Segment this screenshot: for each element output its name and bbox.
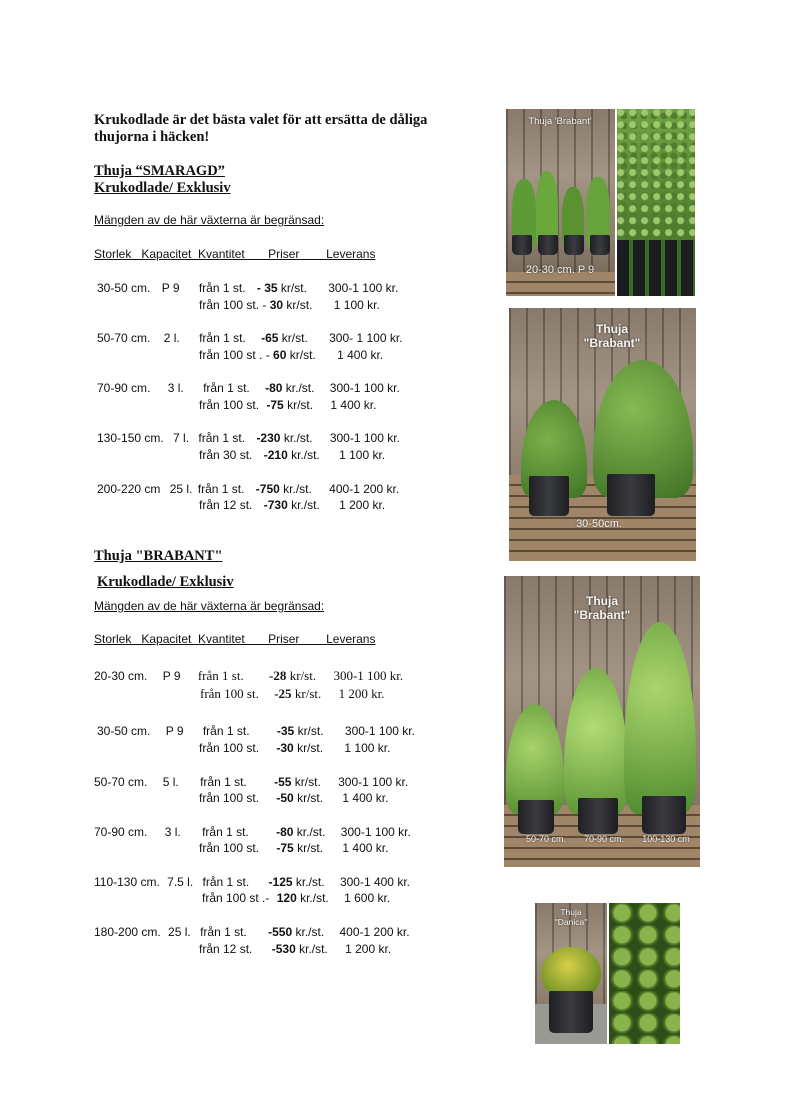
unit-cell: kr./st. — [300, 891, 329, 905]
brabant-title: Thuja "BRABANT" — [94, 548, 223, 564]
price-cell: -730 — [263, 498, 288, 512]
size-cell: 50-70 cm. — [94, 775, 148, 789]
label-line: Thuja — [586, 594, 618, 608]
brabant-subtitle: Krukodlade/ Exklusiv — [97, 574, 234, 590]
photo-size-label: 30-50cm. — [576, 518, 622, 530]
capacity-cell: 25 l. — [168, 925, 191, 939]
price-cell: -550 — [268, 925, 293, 939]
price-cell: -30 — [276, 741, 294, 755]
quantity-cell: från 100 st. — [199, 791, 260, 805]
photo-hedge-rows — [617, 109, 695, 296]
photo-brabant-three-sizes — [504, 576, 700, 867]
delivery-cell: 1 400 kr. — [342, 841, 389, 855]
table-row — [199, 297, 380, 314]
label-line: "Brabant" — [583, 336, 641, 350]
price-cell: -75 — [276, 841, 294, 855]
table-row — [94, 874, 410, 891]
quantity-cell: från 1 st. — [197, 668, 244, 683]
quantity-cell: från 12 st. — [199, 498, 253, 512]
quantity-cell: från 1 st. — [200, 775, 247, 789]
capacity-cell: 7 l. — [173, 431, 190, 445]
price-cell: -28 — [269, 668, 287, 683]
capacity-cell: P 9 — [162, 669, 181, 683]
photo-label — [541, 907, 601, 927]
quantity-cell: från 1 st. — [198, 281, 246, 295]
table-row — [199, 497, 385, 514]
price-cell: - 35 — [256, 281, 278, 295]
delivery-cell: 1 200 kr. — [339, 498, 386, 512]
delivery-cell: 1 100 kr. — [339, 448, 386, 462]
price-cell: -750 — [255, 482, 280, 496]
price-cell: -80 — [265, 381, 283, 395]
table-row — [199, 790, 388, 807]
unit-cell: kr/st. — [297, 841, 324, 855]
delivery-cell: 300-1 100 kr. — [344, 724, 415, 738]
table-row — [94, 774, 408, 791]
capacity-cell: 7.5 l. — [167, 875, 194, 889]
photo-size-label: 70-90 cm. — [583, 834, 625, 844]
delivery-cell: 400-1 200 kr. — [329, 482, 400, 496]
capacity-cell: 3 l. — [164, 825, 181, 839]
unit-cell: kr/st. — [297, 724, 324, 738]
size-cell: 30-50 cm. — [97, 724, 151, 738]
quantity-cell: från 100 st .- — [202, 891, 270, 905]
delivery-cell: 1 200 kr. — [338, 686, 385, 701]
delivery-cell: 1 400 kr. — [337, 348, 384, 362]
price-cell: -530 — [271, 942, 296, 956]
unit-cell: kr./st. — [291, 448, 320, 462]
table-row — [97, 330, 403, 347]
delivery-cell: 1 600 kr. — [344, 891, 391, 905]
photo-label — [554, 594, 650, 622]
label-line: Thuja — [596, 322, 628, 336]
quantity-cell: från 1 st. — [198, 431, 246, 445]
quantity-cell: från 30 st. — [199, 448, 253, 462]
size-cell: 20-30 cm. — [94, 669, 148, 683]
smaragd-subtitle: Krukodlade/ Exklusiv — [94, 180, 231, 196]
capacity-cell: P 9 — [161, 281, 180, 295]
table-row — [199, 447, 385, 464]
quantity-cell: från 1 st. — [197, 482, 245, 496]
price-cell: -35 — [276, 724, 295, 738]
unit-cell: kr/st. — [294, 686, 322, 701]
price-cell: 30 — [269, 298, 284, 312]
table-row — [199, 397, 376, 414]
photo-caption: Thuja 'Brabant' — [528, 116, 592, 127]
quantity-cell: från 1 st. — [202, 724, 250, 738]
delivery-cell: 300- 1 100 kr. — [329, 331, 403, 345]
unit-cell: kr./st. — [283, 431, 313, 445]
brabant-table-header: Storlek Kapacitet Kvantitet Priser Leverans — [94, 632, 376, 646]
price-cell: 60 — [273, 348, 287, 362]
capacity-cell: 5 l. — [162, 775, 179, 789]
label-line: "Danica" — [554, 917, 588, 927]
delivery-cell: 1 400 kr. — [342, 791, 389, 805]
label-line: Thuja — [560, 907, 582, 917]
table-row — [94, 667, 403, 685]
price-cell: -125 — [268, 875, 293, 889]
size-cell: 110-130 cm. — [94, 875, 160, 889]
capacity-cell: 2 l. — [163, 331, 180, 345]
quantity-cell: från 100 st . - — [199, 348, 270, 362]
quantity-cell: från 100 st. — [199, 841, 260, 855]
photo-danica-field — [609, 903, 680, 1044]
smaragd-notice: Mängden av de här växterna är begränsad: — [94, 213, 325, 227]
unit-cell: kr/st. — [281, 331, 308, 345]
quantity-cell: från 100 st. — [199, 741, 260, 755]
photo-brabant-small-pots — [506, 109, 615, 296]
quantity-cell: från 1 st. — [200, 925, 247, 939]
unit-cell: kr/st. — [297, 791, 324, 805]
table-row — [97, 481, 399, 498]
quantity-cell: från 100 st. - — [199, 298, 267, 312]
size-cell: 70-90 cm. — [94, 825, 148, 839]
quantity-cell: från 1 st. — [202, 875, 250, 889]
size-cell: 50-70 cm. — [97, 331, 151, 345]
unit-cell: kr./st. — [299, 942, 328, 956]
delivery-cell: 300-1 100 kr. — [333, 668, 404, 683]
unit-cell: kr./st. — [295, 925, 325, 939]
unit-cell: kr./st. — [295, 875, 325, 889]
price-cell: -80 — [276, 825, 294, 839]
unit-cell: kr./st. — [285, 381, 315, 395]
photo-brabant-medium — [509, 308, 696, 561]
size-cell: 70-90 cm. — [97, 381, 151, 395]
delivery-cell: 1 400 kr. — [330, 398, 377, 412]
delivery-cell: 300-1 100 kr. — [329, 431, 400, 445]
unit-cell: kr/st. — [280, 281, 307, 295]
intro-heading: Krukodlade är det bästa valet för att ersätta de dåliga thujorna i häcken! — [94, 112, 428, 145]
smaragd-table-header: Storlek Kapacitet Kvantitet Priser Leverans — [94, 247, 376, 261]
delivery-cell: 300-1 100 kr. — [328, 281, 399, 295]
quantity-cell: från 12 st. — [199, 942, 253, 956]
delivery-cell: 1 100 kr. — [333, 298, 380, 312]
size-cell: 130-150 cm. — [97, 431, 164, 445]
price-cell: -25 — [274, 686, 292, 701]
price-cell: 120 — [276, 891, 297, 905]
quantity-cell: från 100 st. — [200, 686, 259, 701]
unit-cell: kr/st. — [297, 741, 324, 755]
price-cell: -65 — [261, 331, 279, 345]
delivery-cell: 300-1 400 kr. — [339, 875, 410, 889]
delivery-cell: 400-1 200 kr. — [339, 925, 410, 939]
unit-cell: kr/st. — [289, 348, 316, 362]
delivery-cell: 300-1 100 kr. — [329, 381, 400, 395]
table-row — [202, 890, 390, 907]
unit-cell: kr/st. — [286, 298, 313, 312]
size-cell: 180-200 cm. — [94, 925, 161, 939]
quantity-cell: från 100 st. — [199, 398, 260, 412]
photo-size-label: 100-130 cm — [642, 834, 690, 844]
table-row — [199, 740, 390, 757]
smaragd-title: Thuja “SMARAGD” — [94, 163, 225, 179]
size-cell: 30-50 cm. — [97, 281, 151, 295]
price-cell: -210 — [263, 448, 288, 462]
table-row — [97, 723, 415, 740]
table-row — [94, 924, 410, 941]
unit-cell: kr./st. — [291, 498, 320, 512]
delivery-cell: 1 100 kr. — [344, 741, 391, 755]
unit-cell: kr./st. — [283, 482, 312, 496]
table-row — [97, 430, 400, 447]
brabant-notice: Mängden av de här växterna är begränsad: — [94, 599, 325, 613]
photo-label — [564, 322, 660, 350]
capacity-cell: 3 l. — [167, 381, 184, 395]
price-cell: -230 — [256, 431, 281, 445]
price-cell: -50 — [276, 791, 294, 805]
capacity-cell: 25 l. — [169, 482, 193, 496]
quantity-cell: från 1 st. — [202, 825, 249, 839]
unit-cell: kr/st. — [287, 398, 314, 412]
table-row — [199, 347, 383, 364]
unit-cell: kr/st. — [294, 775, 321, 789]
price-cell: -75 — [266, 398, 284, 412]
unit-cell: kr/st. — [289, 668, 317, 683]
size-cell: 200-220 cm — [97, 482, 161, 496]
table-row — [97, 380, 400, 397]
photo-size-label: 20-30 cm. P 9 — [525, 264, 595, 276]
table-row — [199, 840, 388, 857]
capacity-cell: P 9 — [165, 724, 184, 738]
label-line: "Brabant" — [573, 608, 631, 622]
table-row — [200, 685, 384, 703]
table-row — [199, 941, 391, 958]
quantity-cell: från 1 st. — [203, 381, 250, 395]
unit-cell: kr./st. — [296, 825, 326, 839]
table-row — [94, 824, 411, 841]
delivery-cell: 300-1 100 kr. — [340, 825, 411, 839]
quantity-cell: från 1 st. — [199, 331, 246, 345]
delivery-cell: 1 200 kr. — [345, 942, 392, 956]
delivery-cell: 300-1 100 kr. — [338, 775, 409, 789]
table-row — [97, 280, 398, 297]
photo-danica-pot — [535, 903, 607, 1044]
photo-size-label: 50-70 cm. — [525, 834, 567, 844]
price-cell: -55 — [274, 775, 292, 789]
